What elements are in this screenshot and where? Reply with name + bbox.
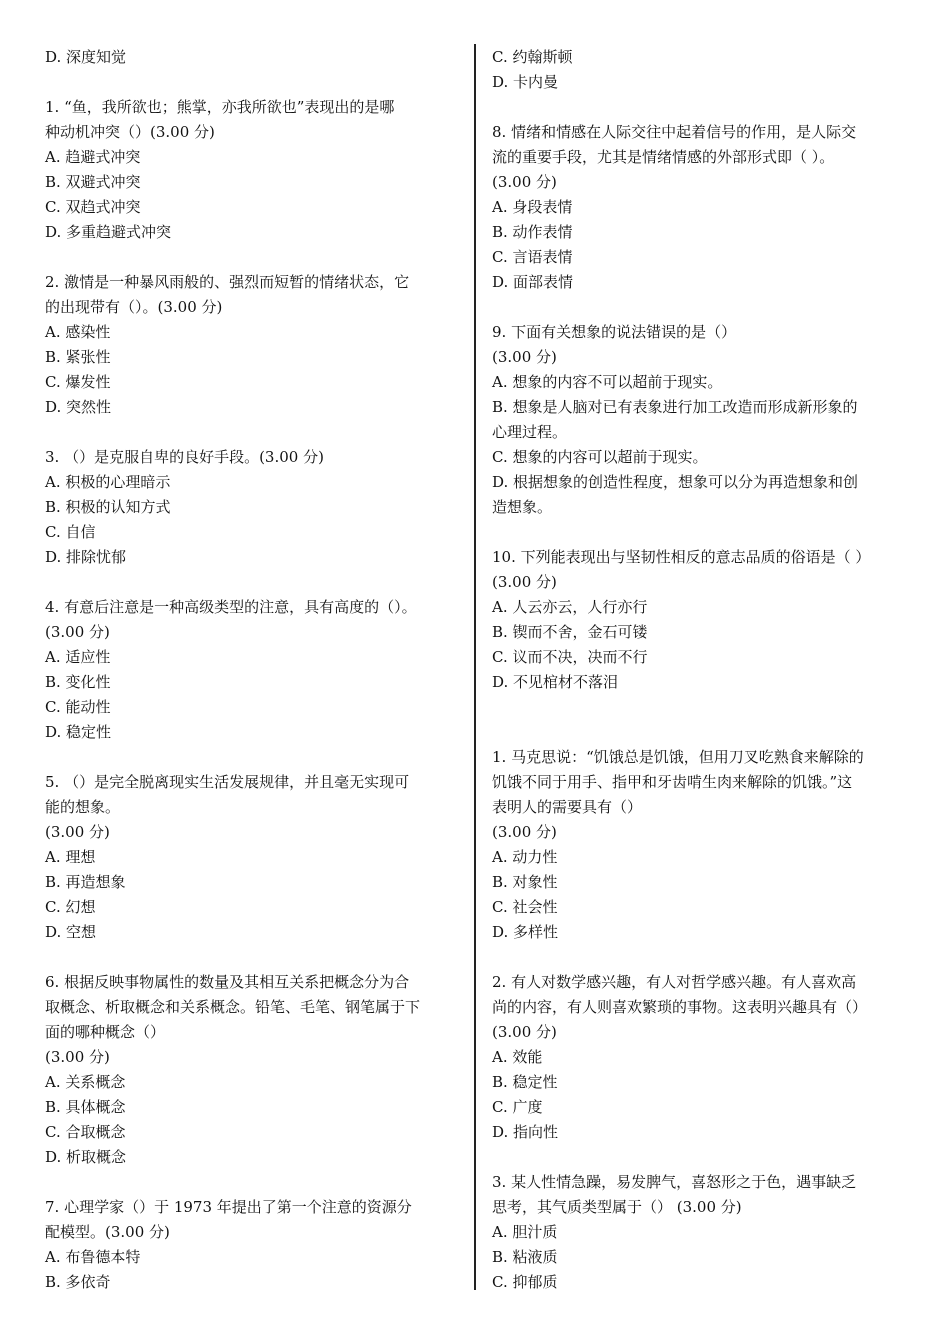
spacer xyxy=(492,520,910,545)
text-line: 7. 心理学家（）于 1973 年提出了第一个注意的资源分 xyxy=(45,1198,412,1216)
text-line: 配模型。(3.00 分) xyxy=(45,1223,170,1241)
right-column xyxy=(492,45,910,1295)
text-line: C. 言语表情 xyxy=(492,248,573,266)
text-line: D. 突然性 xyxy=(45,398,112,416)
spacer xyxy=(45,945,463,970)
spacer xyxy=(45,245,463,270)
text-line: C. 广度 xyxy=(492,1098,543,1116)
text-line: 的出现带有（）。(3.00 分) xyxy=(45,298,223,316)
text-line: B. 锲而不舍，金石可镂 xyxy=(492,623,648,641)
text-line: 面的哪种概念（） xyxy=(45,1023,166,1041)
column-divider xyxy=(474,44,476,1290)
text-line: B. 对象性 xyxy=(492,873,558,891)
text-line: 流的重要手段，尤其是情绪情感的外部形式即（ ）。 xyxy=(492,148,835,166)
text-line: 能的想象。 xyxy=(45,798,121,816)
text-line: C. 能动性 xyxy=(45,698,111,716)
text-line: (3.00 分) xyxy=(492,1023,557,1041)
spacer xyxy=(45,70,463,95)
text-line: D. 卡内曼 xyxy=(492,73,559,91)
left-column xyxy=(45,45,463,1295)
text-line: B. 动作表情 xyxy=(492,223,573,241)
text-line: (3.00 分) xyxy=(45,1048,110,1066)
text-line: 8. 情绪和情感在人际交往中起着信号的作用，是人际交 xyxy=(492,123,857,141)
text-line: 9. 下面有关想象的说法错误的是（） xyxy=(492,323,737,341)
text-line: C. 合取概念 xyxy=(45,1123,126,1141)
text-line: D. 多样性 xyxy=(492,923,559,941)
text-line: B. 稳定性 xyxy=(492,1073,558,1091)
text-line: 种动机冲突（）(3.00 分) xyxy=(45,123,215,141)
spacer xyxy=(492,95,910,120)
text-line: D. 面部表情 xyxy=(492,273,574,291)
spacer xyxy=(45,1170,463,1195)
text-line: D. 排除忧郁 xyxy=(45,548,127,566)
text-line: A. 关系概念 xyxy=(45,1073,126,1091)
text-line: B. 再造想象 xyxy=(45,873,126,891)
text-line: 心理过程。 xyxy=(492,423,568,441)
text-line: D. 稳定性 xyxy=(45,723,112,741)
text-line: 1. 马克思说：“饥饿总是饥饿，但用刀叉吃熟食来解除的 xyxy=(492,748,864,766)
text-line: 尚的内容，有人则喜欢繁琐的事物。这表明兴趣具有（） xyxy=(492,998,868,1016)
text-line: D. 多重趋避式冲突 xyxy=(45,223,172,241)
text-line: C. 爆发性 xyxy=(45,373,111,391)
text-line: A. 布鲁德本特 xyxy=(45,1248,141,1266)
text-line: (3.00 分) xyxy=(45,623,110,641)
spacer xyxy=(492,695,910,720)
text-line: 5. （）是完全脱离现实生活发展规律，并且毫无实现可 xyxy=(45,773,410,791)
text-line: A. 感染性 xyxy=(45,323,111,341)
spacer xyxy=(492,945,910,970)
text-line: 造想象。 xyxy=(492,498,553,516)
text-line: B. 积极的认知方式 xyxy=(45,498,171,516)
text-line: A. 理想 xyxy=(45,848,96,866)
text-line: A. 效能 xyxy=(492,1048,543,1066)
text-line: B. 具体概念 xyxy=(45,1098,126,1116)
text-line: 取概念、析取概念和关系概念。铅笔、毛笔、钢笔属于下 xyxy=(45,998,421,1016)
spacer xyxy=(45,745,463,770)
text-line: C. 自信 xyxy=(45,523,96,541)
text-line: (3.00 分) xyxy=(492,573,557,591)
text-line: 3. 某人性情急躁，易发脾气，喜怒形之于色，遇事缺乏 xyxy=(492,1173,857,1191)
text-line: D. 指向性 xyxy=(492,1123,559,1141)
text-line: (3.00 分) xyxy=(492,348,557,366)
text-line: A. 趋避式冲突 xyxy=(45,148,141,166)
text-line: B. 双避式冲突 xyxy=(45,173,141,191)
text-line: A. 胆汁质 xyxy=(492,1223,558,1241)
text-line: C. 约翰斯顿 xyxy=(492,48,573,66)
text-line: 思考，其气质类型属于（） (3.00 分) xyxy=(492,1198,742,1216)
text-line: (3.00 分) xyxy=(45,823,110,841)
text-line: A. 想象的内容不可以超前于现实。 xyxy=(492,373,723,391)
text-line: D. 根据想象的创造性程度，想象可以分为再造想象和创 xyxy=(492,473,859,491)
text-line: 1. “鱼，我所欲也；熊掌，亦我所欲也”表现出的是哪 xyxy=(45,98,395,116)
text-line: B. 多依奇 xyxy=(45,1273,111,1291)
text-line: (3.00 分) xyxy=(492,173,557,191)
text-line: C. 双趋式冲突 xyxy=(45,198,141,216)
text-line: C. 幻想 xyxy=(45,898,96,916)
spacer xyxy=(492,1145,910,1170)
text-line: 6. 根据反映事物属性的数量及其相互关系把概念分为合 xyxy=(45,973,410,991)
text-line: C. 想象的内容可以超前于现实。 xyxy=(492,448,708,466)
text-line: B. 想象是人脑对已有表象进行加工改造而形成新形象的 xyxy=(492,398,858,416)
text-line: 饥饿不同于用手、指甲和牙齿啃生肉来解除的饥饿。”这 xyxy=(492,773,853,791)
text-line: B. 紧张性 xyxy=(45,348,111,366)
text-line: C. 社会性 xyxy=(492,898,558,916)
text-line: D. 空想 xyxy=(45,923,97,941)
text-line: 3. （）是克服自卑的良好手段。(3.00 分) xyxy=(45,448,324,466)
spacer xyxy=(492,720,910,745)
text-line: A. 身段表情 xyxy=(492,198,573,216)
spacer xyxy=(492,295,910,320)
spacer xyxy=(45,570,463,595)
text-line: C. 议而不决，决而不行 xyxy=(492,648,648,666)
spacer xyxy=(45,420,463,445)
text-line: B. 粘液质 xyxy=(492,1248,558,1266)
text-line: 2. 激情是一种暴风雨般的、强烈而短暂的情绪状态，它 xyxy=(45,273,410,291)
text-line: D. 深度知觉 xyxy=(45,48,127,66)
text-line: 2. 有人对数学感兴趣，有人对哲学感兴趣。有人喜欢高 xyxy=(492,973,857,991)
text-line: 4. 有意后注意是一种高级类型的注意，具有高度的（）。 xyxy=(45,598,417,616)
text-line: A. 适应性 xyxy=(45,648,111,666)
text-line: C. 抑郁质 xyxy=(492,1273,558,1291)
text-line: 10. 下列能表现出与坚韧性相反的意志品质的俗语是（ ） xyxy=(492,548,871,566)
text-line: A. 动力性 xyxy=(492,848,558,866)
text-line: B. 变化性 xyxy=(45,673,111,691)
text-line: A. 积极的心理暗示 xyxy=(45,473,171,491)
text-line: D. 析取概念 xyxy=(45,1148,127,1166)
text-line: A. 人云亦云，人行亦行 xyxy=(492,598,648,616)
text-line: 表明人的需要具有（） xyxy=(492,798,643,816)
text-line: (3.00 分) xyxy=(492,823,557,841)
text-line: D. 不见棺材不落泪 xyxy=(492,673,619,691)
